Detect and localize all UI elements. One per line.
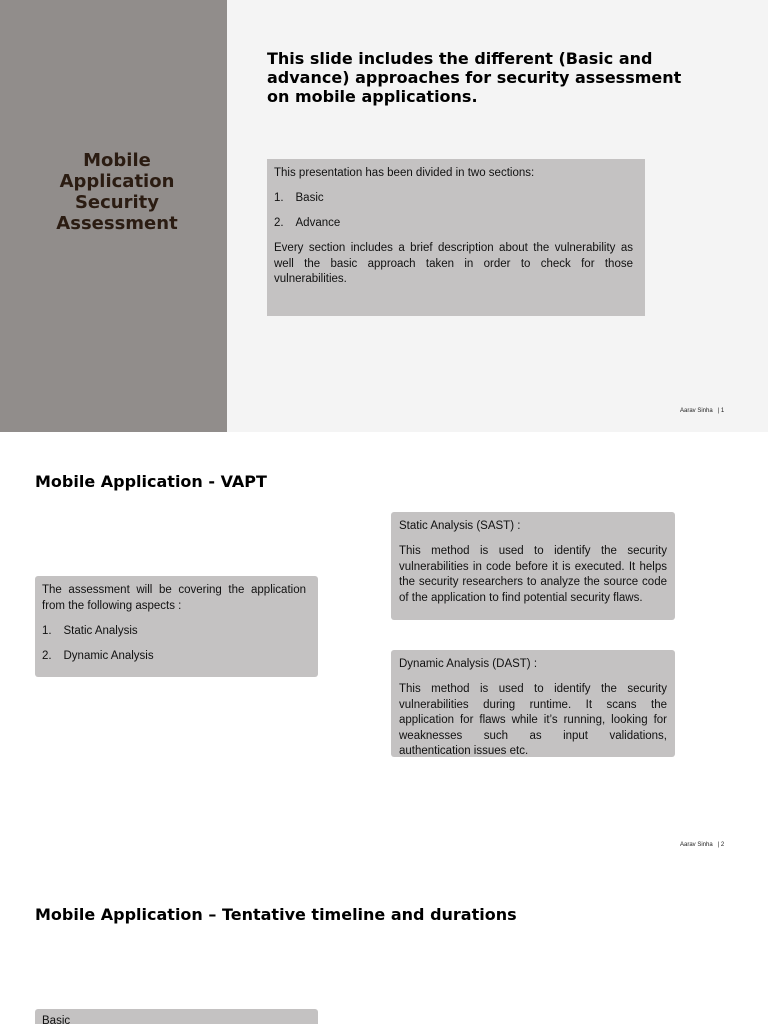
presentation-title: Mobile Application Security Assessment xyxy=(56,150,178,234)
footer-author: Aarav Sinha xyxy=(680,408,713,414)
slide-3-heading: Mobile Application – Tentative timeline and durations xyxy=(35,904,517,924)
slide-footer xyxy=(680,407,724,415)
dast-description: This method is used to identify the security vulnerabilities during runtime. It scans the application for flaws while it’s running, looking for weaknesses such as input validations, authentication issues etc. xyxy=(399,683,667,757)
slide-footer xyxy=(680,841,724,849)
sections-panel xyxy=(267,159,645,316)
list-item xyxy=(274,191,633,207)
list-label: Basic xyxy=(295,192,324,204)
list-item xyxy=(42,649,306,665)
list-label: Static Analysis xyxy=(63,624,138,637)
dast-title: Dynamic Analysis (DAST) : xyxy=(399,658,538,670)
dast-panel xyxy=(391,650,675,757)
slide-3 xyxy=(0,864,768,1024)
slide-1-heading: This slide includes the different (Basic and advance) approaches for security assessment on mobile applications. xyxy=(267,48,682,106)
list-item xyxy=(42,624,306,640)
footer-page-number: | 2 xyxy=(717,842,725,848)
timeline-panel xyxy=(35,1009,318,1024)
timeline-panel-title: Basic xyxy=(42,1015,71,1024)
list-number: 2. xyxy=(274,217,284,229)
footer-author: Aarav Sinha xyxy=(680,842,713,848)
slide-1 xyxy=(0,0,768,432)
sast-description: This method is used to identify the security vulnerabilities in code before it is executed. It helps the security researchers to analyze the source code of the application to find potential security flaws. xyxy=(399,545,667,604)
list-item xyxy=(274,216,633,232)
list-number: 1. xyxy=(274,192,284,204)
sast-title: Static Analysis (SAST) : xyxy=(399,520,521,532)
footer-page-number: | 1 xyxy=(717,408,725,414)
slide-2 xyxy=(0,432,768,864)
sections-description: Every section includes a brief description about the vulnerability as well the basic approach taken in order to check for those vulnerabilities. xyxy=(274,242,633,285)
list-label: Dynamic Analysis xyxy=(63,649,154,662)
list-label: Advance xyxy=(295,217,341,229)
assessment-scope-panel xyxy=(35,576,318,677)
list-number: 2. xyxy=(42,649,52,662)
slide-1-sidebar xyxy=(0,0,227,432)
sast-panel xyxy=(391,512,675,620)
list-number: 1. xyxy=(42,624,52,637)
sections-intro: This presentation has been divided in two sections: xyxy=(274,167,535,179)
slide-2-heading: Mobile Application - VAPT xyxy=(35,471,267,491)
scope-intro: The assessment will be covering the application from the following aspects : xyxy=(42,584,306,612)
